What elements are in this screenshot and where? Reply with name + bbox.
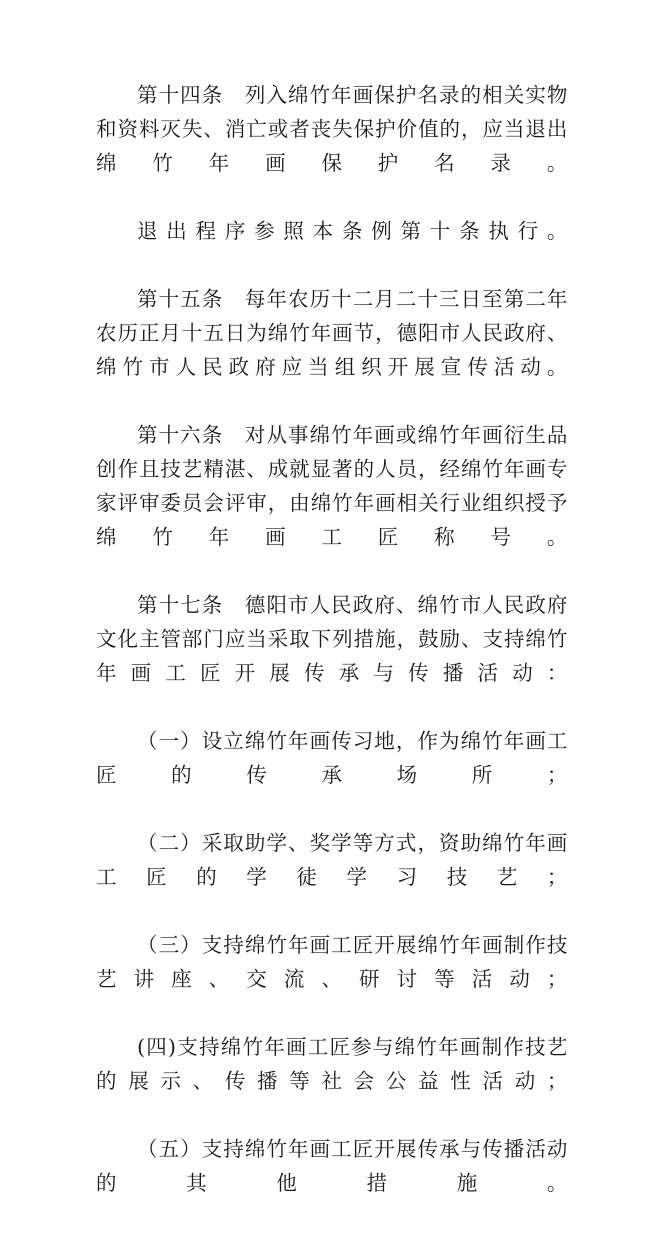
list-item-article-17-4: (四)支持绵竹年画工匠参与绵竹年画制作技艺的展示、传播等社会公益性活动； — [96, 1035, 568, 1093]
list-item-article-17-1: （一）设立绵竹年画传习地，作为绵竹年画工匠的传承场所； — [96, 729, 568, 787]
paragraph-article-15: 第十五条 每年农历十二月二十三日至第二年农历正月十五日为绵竹年画节，德阳市人民政府、绵竹市人民政府应当组织开展宣传活动。 — [96, 287, 568, 379]
paragraph-article-14-procedure: 退出程序参照本条例第十条执行。 — [137, 219, 568, 243]
list-item-article-17-3: （三）支持绵竹年画工匠开展绵竹年画制作技艺讲座、交流、研讨等活动； — [96, 933, 568, 991]
paragraph-article-16: 第十六条 对从事绵竹年画或绵竹年画衍生品创作且技艺精湛、成就显著的人员，经绵竹年画专家评审委员会评审，由绵竹年画相关行业组织授予绵竹年画工匠称号。 — [96, 423, 568, 549]
paragraph-article-14: 第十四条 列入绵竹年画保护名录的相关实物和资料灭失、消亡或者丧失保护价值的，应当退出绵竹年画保护名录。 — [96, 83, 568, 175]
document-text-body — [96, 78, 568, 1234]
list-item-article-17-5: （五）支持绵竹年画工匠开展传承与传播活动的其他措施。 — [96, 1137, 568, 1195]
paragraph-article-17: 第十七条 德阳市人民政府、绵竹市人民政府文化主管部门应当采取下列措施，鼓励、支持绵竹年画工匠开展传承与传播活动： — [96, 593, 568, 685]
list-item-article-17-2: （二）采取助学、奖学等方式，资助绵竹年画工匠的学徒学习技艺； — [96, 831, 568, 889]
